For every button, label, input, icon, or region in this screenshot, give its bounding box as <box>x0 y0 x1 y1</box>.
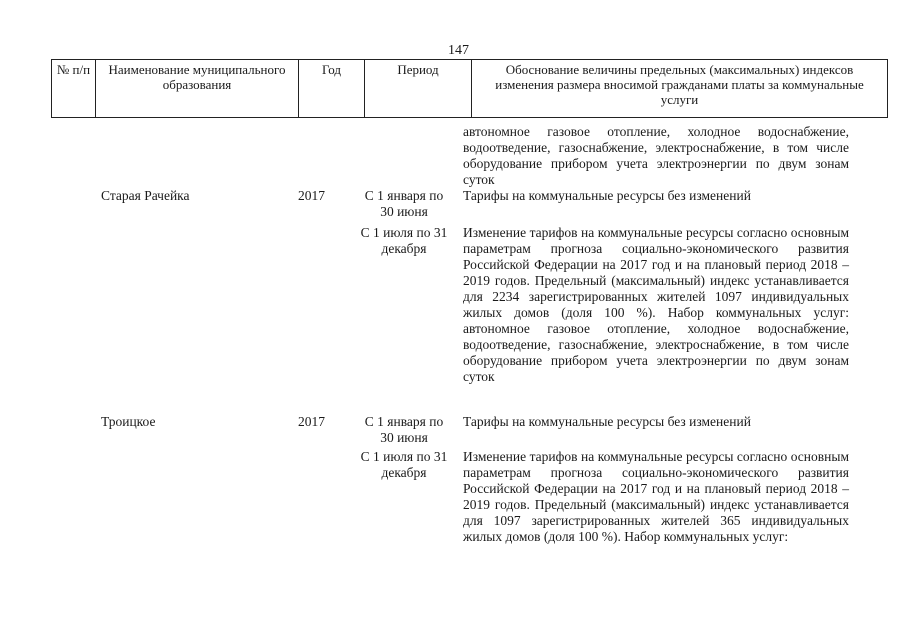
table-header-row <box>52 60 888 118</box>
row-2-year: 2017 <box>298 414 325 429</box>
column-header-number-label: № п/п <box>56 62 91 77</box>
column-header-year-label: Год <box>321 62 342 77</box>
continuation-text: автономное газовое отопление, холодное водоснабжение, водоотведение, газоснабжение, электроснабжение, в том числе оборудование прибором учета электроэнергии по двум зонам суток <box>463 124 849 187</box>
row-1-name: Старая Рачейка <box>101 188 190 203</box>
row-2-basis-1: Тарифы на коммунальные ресурсы без изменений <box>463 414 751 429</box>
column-header-basis-label: Обоснование величины предельных (максимальных) индексов изменения размера вносимой гражданами платы за коммунальные услуги <box>495 62 864 107</box>
column-header-basis <box>472 60 888 118</box>
column-header-number <box>52 60 96 118</box>
row-2-period-1: С 1 января по 30 июня <box>364 414 444 445</box>
table-header <box>51 59 888 118</box>
column-header-name-label: Наименование муниципального образования <box>108 62 286 92</box>
column-header-period <box>365 60 472 118</box>
row-2-name: Троицкое <box>101 414 156 429</box>
page-number: 147 <box>448 43 469 58</box>
row-1-basis-1: Тарифы на коммунальные ресурсы без изменений <box>463 188 751 203</box>
row-2-period-2: С 1 июля по 31 декабря <box>360 449 448 480</box>
row-1-period-1: С 1 января по 30 июня <box>364 188 444 219</box>
column-header-year <box>299 60 365 118</box>
row-1-basis-2: Изменение тарифов на коммунальные ресурсы согласно основным параметрам прогноза социально-экономического развития Российской Федерации на 2017 год и на плановый период 2018 – 2019 годов. Предельный (максимальный) индекс устанавливается для 2234 зарегистрированных жителей 1097 индивидуальных жилых домов (доля 100 %). Набор коммунальных услуг: автономное газовое отопление, холодное водоснабжение, водоотведение, газоснабжение, электроснабжение, в том числе оборудование прибором учета электроэнергии по двум зонам суток <box>463 225 849 384</box>
row-2-basis-2: Изменение тарифов на коммунальные ресурсы согласно основным параметрам прогноза социально-экономического развития Российской Федерации на 2017 год и на плановый период 2018 – 2019 годов. Предельный (максимальный) индекс устанавливается для 1097 зарегистрированных жителей 365 индивидуальных жилых домов (доля 100 %). Набор коммунальных услуг: <box>463 449 849 544</box>
column-header-period-label: Период <box>397 62 439 77</box>
column-header-name <box>96 60 299 118</box>
row-1-period-2: С 1 июля по 31 декабря <box>360 225 448 256</box>
row-1-year: 2017 <box>298 188 325 203</box>
